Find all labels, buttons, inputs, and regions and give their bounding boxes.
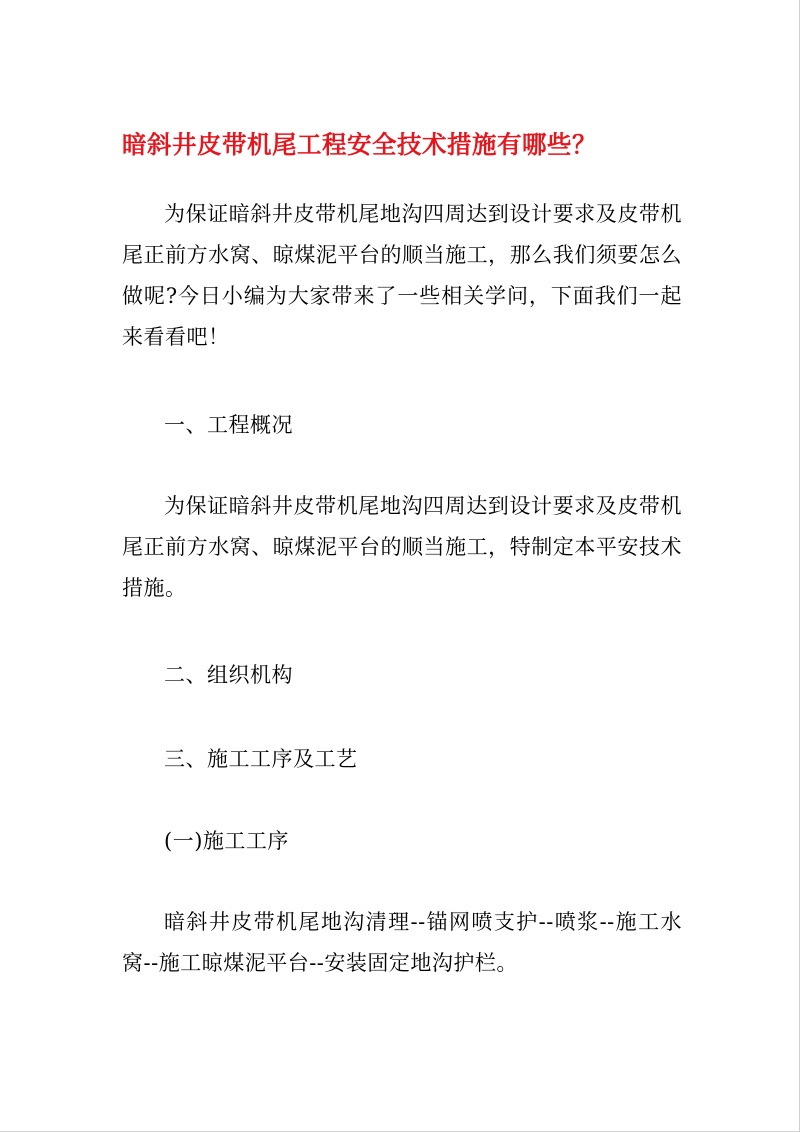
section-heading-process: 三、施工工序及工艺 [164, 747, 358, 771]
document-title: 暗斜井皮带机尾工程安全技术措施有哪些？ [122, 130, 597, 159]
sequence-paragraph: 暗斜井皮带机尾地沟清理--锚网喷支护--喷浆--施工水窝--施工晾煤泥平台--安装固定地沟护栏。 [122, 910, 682, 975]
subsection-heading-sequence: (一)施工工序 [164, 829, 289, 853]
section-heading-overview: 一、工程概况 [164, 413, 293, 437]
section-heading-organization: 二、组织机构 [164, 663, 293, 687]
intro-paragraph: 为保证暗斜井皮带机尾地沟四周达到设计要求及皮带机尾正前方水窝、晾煤泥平台的顺当施工，那么我们须要怎么做呢?今日小编为大家带来了一些相关学问，下面我们一起来看看吧！ [122, 202, 682, 349]
overview-paragraph: 为保证暗斜井皮带机尾地沟四周达到设计要求及皮带机尾正前方水窝、晾煤泥平台的顺当施工，特制定本平安技术措施。 [122, 494, 682, 600]
